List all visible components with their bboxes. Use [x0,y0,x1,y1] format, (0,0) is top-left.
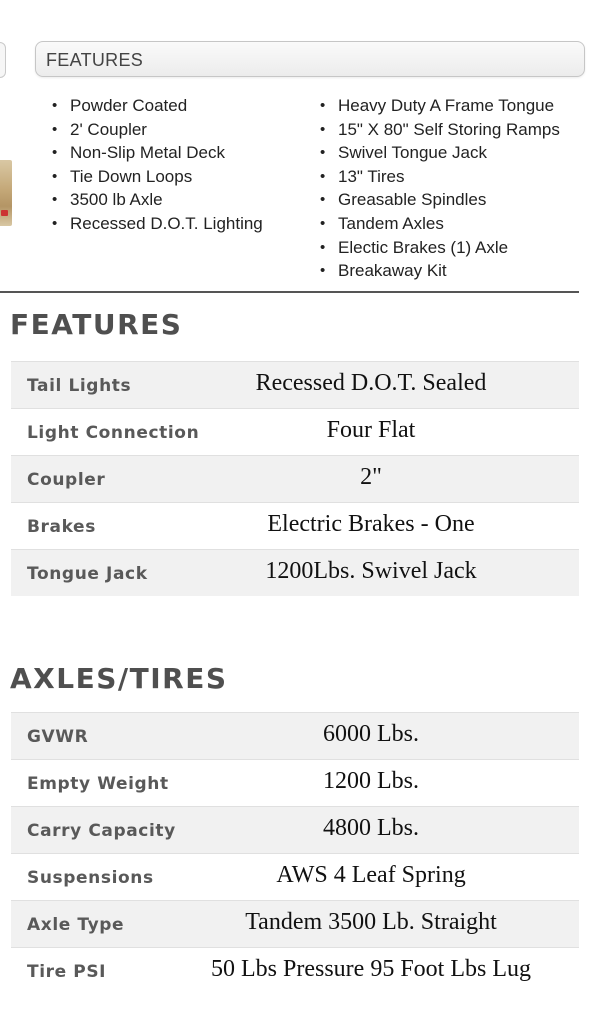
row-label: Empty Weight [27,774,169,794]
row-value: 1200Lbs. Swivel Jack [265,558,477,584]
row-value: Recessed D.O.T. Sealed [255,370,487,396]
row-value: 4800 Lbs. [323,815,419,841]
row-value: 6000 Lbs. [323,721,419,747]
row-value: AWS 4 Leaf Spring [276,862,466,888]
feature-item: • Recessed D.O.T. Lighting [52,212,263,236]
row-value: Four Flat [326,417,416,443]
features-section-title: FEATURES [10,308,183,341]
row-label: Tongue Jack [27,564,148,584]
row-label: Brakes [27,517,96,537]
side-tab[interactable] [0,42,6,78]
feature-item: • 13" Tires [320,165,560,189]
row-value: Electric Brakes - One [267,511,475,537]
row-label: Tire PSI [27,962,107,982]
feature-item: • Non-Slip Metal Deck [52,141,263,165]
table-row [11,361,579,408]
features-spec-table [11,361,579,596]
table-row [11,502,579,549]
feature-item: • 2' Coupler [52,118,263,142]
trailer-thumbnail[interactable] [0,160,12,226]
feature-item: • Greasable Spindles [320,188,560,212]
table-row [11,549,579,596]
row-value: 2" [360,464,382,490]
row-label: Tail Lights [27,376,132,396]
row-label: Coupler [27,470,106,490]
table-row [11,408,579,455]
features-list-column-2 [320,94,560,283]
section-divider [0,291,579,293]
features-panel-title: FEATURES [46,50,144,70]
feature-item: • Breakaway Kit [320,259,560,283]
features-list-column-1 [52,94,263,236]
feature-item: • Powder Coated [52,94,263,118]
row-label: Carry Capacity [27,821,176,841]
table-row [11,853,579,900]
table-row [11,806,579,853]
feature-item: • 15" X 80" Self Storing Ramps [320,118,560,142]
table-row [11,900,579,947]
table-row [11,759,579,806]
feature-item: • Heavy Duty A Frame Tongue [320,94,560,118]
axles-section-title: AXLES/TIRES [10,662,228,695]
row-value: 50 Lbs Pressure 95 Foot Lbs Lug [211,956,531,982]
feature-item: • Tandem Axles [320,212,560,236]
row-label: Axle Type [27,915,125,935]
table-row [11,712,579,759]
axles-spec-table [11,712,579,994]
feature-item: • Swivel Tongue Jack [320,141,560,165]
features-panel-header [35,41,585,77]
thumbnail-logo-mark [1,210,8,216]
row-label: Suspensions [27,868,154,888]
feature-item: • Electic Brakes (1) Axle [320,236,560,260]
table-row [11,947,579,994]
feature-item: • 3500 lb Axle [52,188,263,212]
row-value: Tandem 3500 Lb. Straight [245,909,497,935]
table-row [11,455,579,502]
row-label: Light Connection [27,423,200,443]
row-value: 1200 Lbs. [323,768,419,794]
row-label: GVWR [27,727,89,747]
feature-item: • Tie Down Loops [52,165,263,189]
